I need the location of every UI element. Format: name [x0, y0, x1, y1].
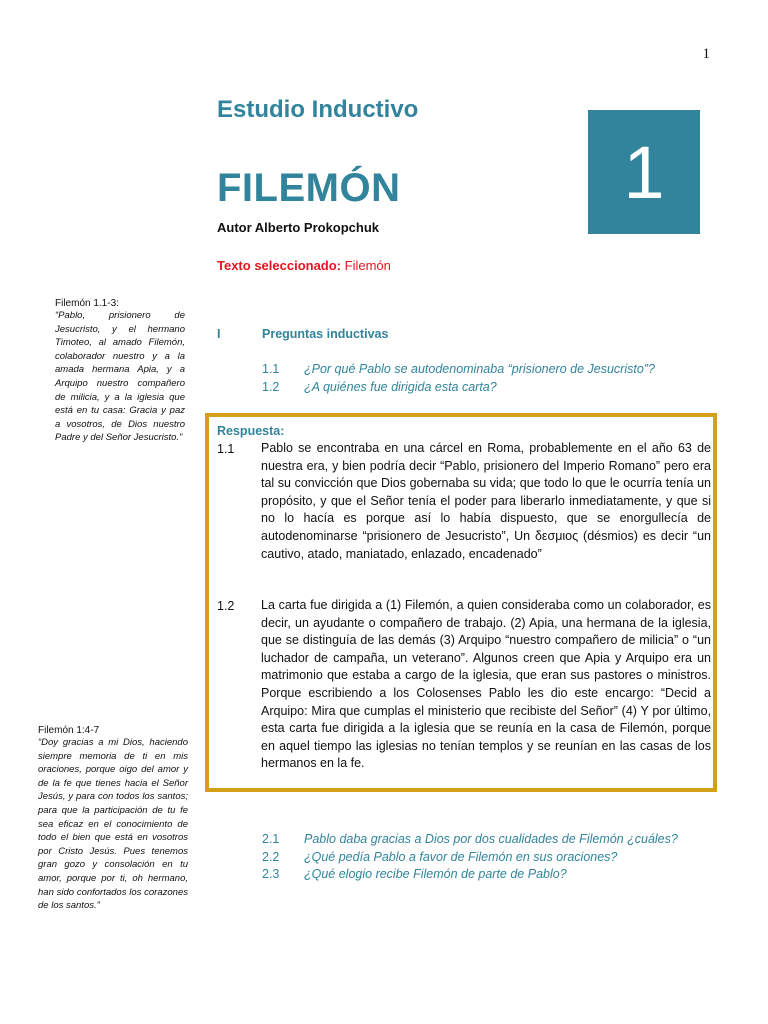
lesson-number: 1: [623, 130, 665, 214]
sidebar-quote-ref: Filemón 1.1-3:: [55, 298, 119, 309]
answer-text: La carta fue dirigida a (1) Filemón, a quien consideraba como un colaborador, es decir, un ayudante o compañero de trabajo. (2) Apia, una hermana de la iglesia, que se distinguía de las demás (3) Arquipo “nuestro compañero de milicia” o “un luchador de campaña, un veterano”. Algunos creen que Apia y Arquipo era un matrimonio que estaba a cargo de la iglesia, que eran sus pastores o ministros. Porque escribiendo a los Colosenses Pablo les dio este encargo: “Decid a Arquipo: Mira que cumplas el ministerio que recibiste del Señor” (4) Y por último, esta carta fue dirigida a la iglesia que se reunía en la casa de Filemón, porque en aquel tiempo las iglesias no tenían templos y se reunían en las casas de los hermanos en la fe.: [261, 598, 711, 771]
question-number: 1.1: [262, 362, 280, 376]
question-number: 2.2: [262, 850, 280, 864]
section-number: I: [217, 327, 221, 341]
question-number: 2.3: [262, 867, 280, 881]
question-text: ¿A quiénes fue dirigida esta carta?: [304, 380, 497, 394]
section-title: Preguntas inductivas: [262, 327, 389, 341]
question-number: 2.1: [262, 832, 280, 846]
lesson-number-badge: [588, 110, 700, 234]
question-text: ¿Por qué Pablo se autodenominaba “prisionero de Jesucristo”?: [304, 362, 655, 376]
question-item: [262, 362, 655, 376]
selected-text-value: Filemón: [341, 258, 391, 273]
question-text: Pablo daba gracias a Dios por dos cualidades de Filemón ¿cuáles?: [304, 832, 678, 846]
sidebar-quote-1: [55, 298, 185, 445]
question-number: 1.2: [262, 380, 280, 394]
answer-number: 1.1: [217, 442, 235, 456]
answer-number: 1.2: [217, 599, 235, 613]
answer-text: Pablo se encontraba en una cárcel en Roma, probablemente en el año 63 de nuestra era, y bien podría decir “Pablo, prisionero del Imperio Romano” pero era tal su convicción que Dios gobernaba su vida; que todo lo que le ocurría tenía un propósito, y que el Señor tenía el poder para liberarlo inmediatamente, y que si no lo hacía es porque así lo había dispuesto, que se enorgullecía de autodenominarse “prisionero de Jesucristo”, Un δεσμιος (désmios) es decir “un cautivo, atado, maniatado, enlazado, encadenado”: [261, 441, 711, 561]
page-number: 1: [702, 46, 710, 62]
question-text: ¿Qué elogio recibe Filemón de parte de Pablo?: [304, 867, 567, 881]
question-item: [262, 832, 678, 846]
sidebar-quote-ref: Filemón 1:4-7: [38, 725, 100, 736]
selected-text-line: [217, 258, 391, 273]
question-item: [262, 380, 497, 394]
answer-label: Respuesta:: [217, 424, 285, 438]
author-line: Autor Alberto Prokopchuk: [217, 220, 380, 235]
question-item: [262, 850, 617, 864]
question-item: [262, 867, 567, 881]
sidebar-quote-2: [38, 725, 188, 913]
question-text: ¿Qué pedía Pablo a favor de Filemón en sus oraciones?: [304, 850, 618, 864]
sidebar-quote-text: “Pablo, prisionero de Jesucristo, y el hermano Timoteo, al amado Filemón, colaborador nuestro y a la amada hermana Apia, y a Arquipo nuestro compañero de milicia, y a la iglesia que está en tu casa: Gracia y paz a vosotros, de Dios nuestro Padre y del Señor Jesucristo.”: [55, 310, 185, 444]
document-subtitle: Estudio Inductivo: [217, 96, 419, 123]
document-title: FILEMÓN: [217, 166, 401, 210]
sidebar-quote-text: “Doy gracias a mi Dios, haciendo siempre memoria de ti en mis oraciones, porque oigo del amor y de la fe que tienes hacia el Señor Jesús, y para con todos los santos; para que la participación de tu fe sea eficaz en el conocimiento de todo el bien que está en vosotros por Cristo Jesús. Pues tenemos gran gozo y consolación en tu amor, porque por ti, oh hermano, han sido confortados los corazones de los santos.”: [38, 737, 188, 912]
selected-text-label: Texto seleccionado:: [217, 258, 342, 273]
